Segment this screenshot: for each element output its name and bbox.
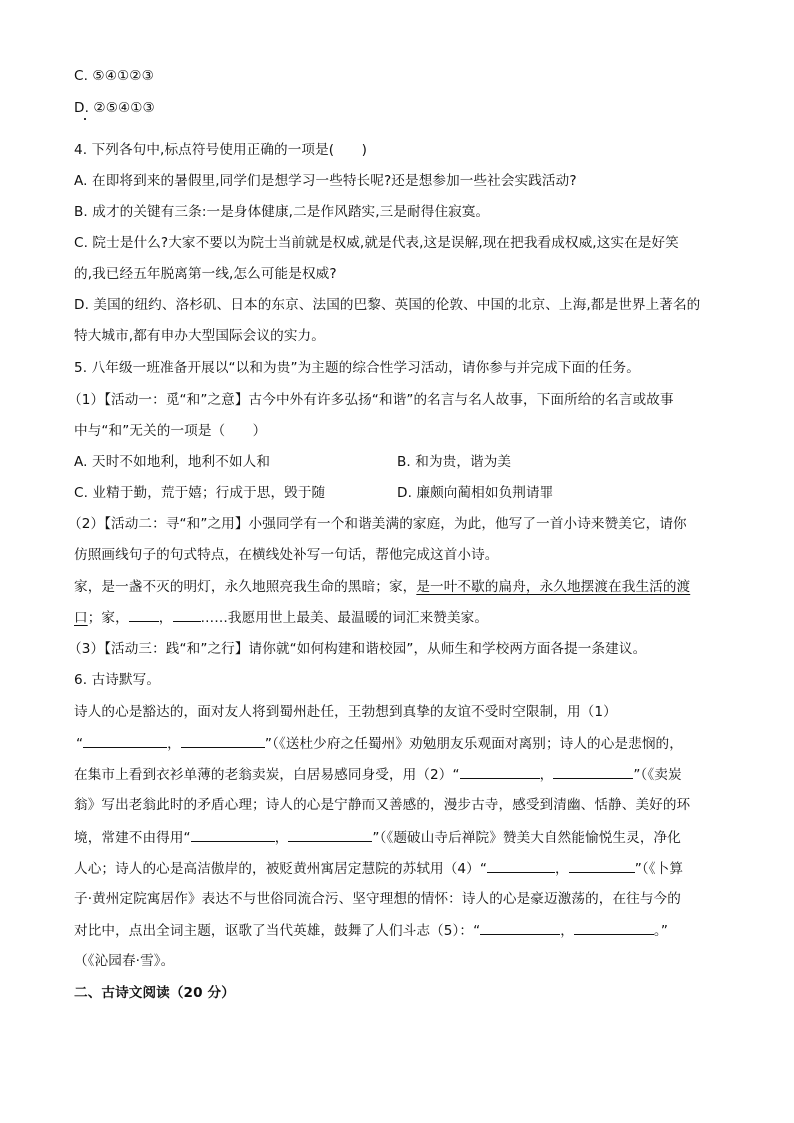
q3-option-c: C. ⑤④①②③	[74, 68, 154, 84]
q4-stem: 4. 下列各句中,标点符号使用正确的一项是( )	[74, 142, 367, 158]
q4-option-c-line2: 的,我已经五年脱离第一线,怎么可能是权威?	[74, 266, 337, 282]
q5-option-a: A. 天时不如地利，地利不如人和	[74, 454, 271, 470]
q5-option-c: C. 业精于勤，荒于嬉；行成于思，毁于随	[74, 485, 326, 501]
answer-blank[interactable]	[83, 733, 167, 748]
answer-blank[interactable]	[480, 920, 560, 935]
q5-activity3: （3）【活动三：践“和”之行】请你就“如何构建和谐校园”，从师生和学校两方面各提一条建议。	[68, 641, 647, 657]
answer-blank[interactable]	[129, 607, 159, 622]
q5-option-d: D. 廉颇向蔺相如负荆请罪	[397, 485, 554, 501]
q6-line4: 翁》写出老翁此时的矛盾心理；诗人的心是宁静而又善感的，漫步古寺，感受到清幽、恬静、美好的环	[74, 797, 691, 813]
q6-line7: 子·黄州定院寓居作》表达不与世俗同流合污、坚守理想的情怀：诗人的心是豪迈激荡的，在往与今的	[74, 891, 681, 907]
section-heading: 二、古诗文阅读（20 分）	[74, 985, 235, 1001]
q5-option-row-cd	[74, 483, 554, 503]
answer-blank[interactable]	[181, 733, 265, 748]
q5-poem-line2: 口；家， ， ……我愿用世上最美、最温暖的词汇来赞美家。	[74, 607, 488, 628]
q6-line9: （《沁园春·雪》。	[74, 953, 175, 969]
q4-option-b: B. 成才的关键有三条:一是身体健康,二是作风踏实,三是耐得住寂寞。	[74, 204, 490, 220]
answer-blank[interactable]	[191, 827, 275, 842]
underlined-sentence: 是一叶不歇的扁舟，永久地摆渡在我生活的渡	[416, 579, 691, 595]
q4-option-d-line1: D. 美国的纽约、洛杉矶、日本的东京、法国的巴黎、英国的伦敦、中国的北京、上海,都是世界上著名的	[74, 297, 701, 313]
answer-blank[interactable]	[460, 764, 540, 779]
q6-line2: “ ， ”（《送杜少府之任蜀州》劝勉朋友乐观面对离别；诗人的心是悲悯的，	[76, 733, 683, 754]
answer-blank[interactable]	[487, 858, 555, 873]
q6-line8: 对比中，点出全词主题，讴歌了当代英雄，鼓舞了人们斗志（5）：“ ， 。”	[74, 920, 668, 941]
q4-option-a: A. 在即将到来的暑假里,同学们是想学习一些特长呢?还是想参加一些社会实践活动?	[74, 173, 577, 189]
answer-blank[interactable]	[569, 858, 635, 873]
q5-poem-line1: 家，是一盏不灭的明灯，永久地照亮我生命的黑暗；家，是一叶不歇的扁舟，永久地摆渡在我生活的渡	[74, 579, 691, 595]
q6-line5: 境，常建不由得用“ ， ”（《题破山寺后禅院》赞美大自然能愉悦生灵，净化	[74, 827, 681, 848]
answer-blank[interactable]	[553, 764, 633, 779]
q4-option-c-line1: C. 院士是什么?大家不要以为院士当前就是权威,就是代表,这是误解,现在把我看成权威,这实在是好笑	[74, 235, 679, 251]
q4-option-d-line2: 特大城市,都有申办大型国际会议的实力。	[74, 328, 325, 344]
q5-stem: 5. 八年级一班准备开展以“以和为贵”为主题的综合性学习活动，请你参与并完成下面的任务。	[74, 360, 640, 376]
q5-activity2-line1: （2）【活动二：寻“和”之用】小强同学有一个和谐美满的家庭，为此，他写了一首小诗来赞美它，请你	[68, 516, 687, 532]
q5-option-row-ab	[74, 452, 512, 472]
q5-activity1-line1: （1）【活动一：觅“和”之意】古今中外有许多弘扬“和谐”的名言与名人故事，下面所给的名言或故事	[68, 392, 674, 408]
q6-line3: 在集市上看到衣衫单薄的老翁卖炭，白居易感同身受，用（2）“ ， ”（《卖炭	[74, 764, 682, 785]
q5-option-b: B. 和为贵，谐为美	[397, 454, 512, 470]
q5-activity1-line2: 中与“和”无关的一项是（ ）	[74, 423, 267, 439]
q5-activity2-line2: 仿照画线句子的句式特点，在横线处补写一句话，帮他完成这首小诗。	[74, 547, 499, 563]
q3-option-d: D. ②⑤④①③	[74, 100, 155, 116]
q6-line1: 诗人的心是豁达的，面对友人将到蜀州赴任，王勃想到真挚的友谊不受时空限制，用（1）	[74, 704, 617, 720]
answer-blank[interactable]	[173, 607, 201, 622]
q6-stem: 6. 古诗默写。	[74, 672, 161, 688]
q6-line6: 人心；诗人的心是高洁傲岸的，被贬黄州寓居定慧院的苏轼用（4）“ ， ”（《卜算	[74, 858, 683, 879]
answer-blank[interactable]	[574, 920, 654, 935]
stray-dot	[84, 118, 86, 120]
answer-blank[interactable]	[288, 827, 372, 842]
